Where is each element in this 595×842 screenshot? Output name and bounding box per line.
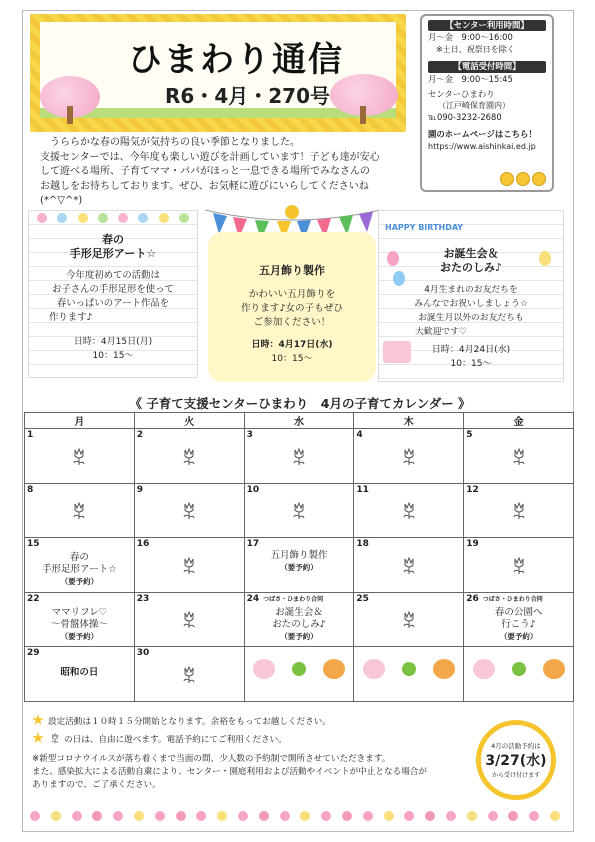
- tulip-icon: [509, 446, 529, 466]
- event-line: 行こう♪: [501, 618, 536, 630]
- flower-icon: [342, 811, 352, 821]
- animal-decoration: [245, 659, 354, 679]
- bunny-icon: [473, 659, 495, 679]
- day-number: 4: [356, 430, 363, 440]
- calendar-week: [25, 483, 574, 538]
- flower-icon: [529, 811, 539, 821]
- reservation-note: （要予約）: [499, 631, 538, 641]
- event-desc: お子さんの手形足形を使って: [52, 284, 174, 295]
- chick-icon: [516, 172, 530, 186]
- event-date: 日時：4月17日(水): [251, 340, 333, 350]
- day-number: 29: [27, 648, 40, 658]
- info-box: [420, 14, 554, 192]
- flower-icon: [404, 811, 414, 821]
- event-desc: ご参加ください！: [253, 317, 331, 328]
- tulip-icon: [179, 555, 199, 575]
- event-title: 手形足形アート☆: [69, 247, 157, 260]
- event-date: 日時：4月24日(水): [431, 345, 511, 355]
- center-name: センターひまわり: [428, 89, 495, 100]
- dot-icon: [78, 213, 88, 223]
- day-number: 15: [27, 539, 40, 549]
- calendar-day: [464, 483, 574, 538]
- day-number: 25: [356, 593, 369, 604]
- day-number: 11: [356, 484, 369, 495]
- event-birthday-party: [378, 210, 564, 382]
- center-hours-note: ※土日、祝祭日を除く: [436, 44, 515, 54]
- flower-icon: [280, 811, 290, 821]
- calendar-week: [25, 538, 574, 593]
- event-title: お誕生会＆: [443, 247, 499, 260]
- calendar-day: [25, 429, 135, 484]
- event-title: 春の: [102, 233, 124, 246]
- tulip-icon: [399, 500, 419, 520]
- star-icon: [32, 732, 44, 744]
- intro-line: 支援センターでは、今年度も楽しい遊びを計画しています！子ども達が安心: [40, 151, 380, 163]
- event-line: 春の公園へ: [494, 606, 543, 618]
- note-text: また、感染拡大による活動自粛により、センター・園庭利用および活動やイベントが中止となる場合が: [32, 767, 427, 777]
- event-desc: お誕生月以外のお友だちも: [418, 313, 524, 323]
- note-line: [32, 714, 462, 729]
- tulip-icon: [399, 609, 419, 629]
- event-line: 五月飾り製作: [270, 550, 328, 561]
- day-number: 3: [246, 430, 253, 440]
- calendar-day: [354, 538, 464, 593]
- day-number: 19: [466, 539, 479, 549]
- day-number: 12: [466, 484, 479, 495]
- tree-trunk: [67, 106, 73, 124]
- event-line: ママリフレ♡: [51, 606, 108, 618]
- day-number: 17: [246, 539, 260, 549]
- dot-border: [37, 213, 189, 227]
- weekday-header: 木: [354, 413, 464, 429]
- chick-decoration: [500, 172, 546, 186]
- intro-line: お越しをお待ちしております。ぜひ、お気軽に遊びにいらしてくださいね: [40, 180, 369, 192]
- weekday-header: 水: [244, 413, 354, 429]
- tulip-icon: [179, 609, 199, 629]
- event-line: おたのしみ♪: [272, 618, 326, 630]
- tree-trunk: [360, 106, 366, 124]
- calendar-day: [244, 592, 354, 647]
- reservation-note: （要予約）: [280, 631, 318, 641]
- event-time: 10：15～: [450, 359, 492, 369]
- day-number: 22: [27, 593, 40, 604]
- star-icon: [32, 714, 44, 726]
- day-number: 18: [356, 539, 369, 549]
- center-location: （江戸崎保育園内）: [438, 101, 510, 111]
- phone-hours: 月～金 9:00～15:45: [428, 73, 513, 84]
- tulip-icon: [289, 446, 309, 466]
- phone-number: ℡090-3232-2680: [428, 111, 502, 122]
- joint-tag: つばさ・ひまわり合同: [482, 595, 543, 603]
- event-desc: 春いっぱいのアート作品を: [56, 298, 170, 309]
- event-desc: 今年度初めての活動は: [66, 270, 160, 281]
- footer-flower-border: [30, 808, 560, 824]
- tulip-icon: [509, 500, 529, 520]
- note-text: の日は、自由に遊べます。電話予約にてご利用ください。: [64, 735, 287, 745]
- calendar-day: [25, 483, 135, 538]
- flower-icon: [196, 811, 206, 821]
- weekday-header: 月: [25, 413, 135, 429]
- day-number: 8: [27, 484, 34, 495]
- issue-number: R6・4月・270号: [165, 84, 330, 108]
- day-number: 23: [136, 593, 150, 604]
- calendar-event: [464, 607, 573, 643]
- day-number: 26: [466, 593, 479, 604]
- tulip-icon: [399, 446, 419, 466]
- tulip-icon: [289, 500, 309, 520]
- header-banner: [30, 14, 406, 132]
- dot-icon: [159, 213, 169, 223]
- notice-label: 4月の活動予約は: [491, 742, 541, 750]
- event-desc: かわいい五月飾りを: [248, 289, 336, 300]
- tulip-icon: [509, 555, 529, 575]
- center-hours: 月～金 9:00～16:00: [428, 32, 513, 43]
- dot-icon: [98, 213, 108, 223]
- dot-icon: [37, 213, 47, 223]
- flower-icon: [238, 811, 248, 821]
- flower-icon: [217, 811, 227, 821]
- animal-decoration: [464, 659, 573, 679]
- note-text: 設定活動は１０時１５分開始となります。余裕をもってお越しください。: [48, 717, 331, 727]
- flower-icon: [446, 811, 456, 821]
- event-desc: 4月生まれのお友だちを: [424, 285, 518, 295]
- calendar-day: [354, 592, 464, 647]
- event-line: 昭和の日: [60, 667, 99, 678]
- tulip-icon: [69, 446, 89, 466]
- dot-icon: [138, 213, 148, 223]
- calendar-event: [245, 607, 354, 643]
- calendar-event: [25, 607, 134, 643]
- intro-text: [40, 136, 412, 209]
- chick-icon: [532, 172, 546, 186]
- calendar-week: [25, 429, 574, 484]
- intro-line: して遊べる場所、子育てママ・パパがほっと一息できる場所でみなさんの: [40, 166, 370, 177]
- calendar-day: [134, 483, 244, 538]
- day-number: 5: [466, 430, 473, 440]
- event-desc: 作ります♪女の子もぜひ: [240, 303, 344, 314]
- calendar-day: [25, 538, 135, 593]
- flower-icon: [92, 811, 102, 821]
- flower-icon: [488, 811, 498, 821]
- flower-icon: [259, 811, 269, 821]
- bunny-icon: [253, 659, 275, 679]
- notice-suffix: から受け付けます: [491, 772, 540, 779]
- calendar-day: [244, 647, 354, 702]
- dot-icon: [57, 213, 67, 223]
- tulip-icon: [399, 555, 419, 575]
- bear-icon: [433, 659, 455, 679]
- event-desc: 作ります♪: [49, 312, 93, 323]
- event-title: 五月飾り製作: [259, 264, 325, 277]
- note-text: ※新型コロナウイルスが落ち着くまで当面の間、少人数の予約制で開所させていただきます。: [32, 754, 391, 764]
- calendar-week: [25, 647, 574, 702]
- flower-icon: [300, 811, 310, 821]
- event-date: 日時：4月15日(月): [73, 337, 153, 347]
- calendar-event: [25, 659, 134, 679]
- calendar-day: [25, 592, 135, 647]
- event-line: ～骨盤体操～: [50, 618, 108, 630]
- day-number: 30: [136, 648, 150, 658]
- intro-line: (*^▽^*): [40, 195, 83, 206]
- notes: [32, 714, 462, 792]
- calendar-day: [354, 483, 464, 538]
- calendar-week: [25, 592, 574, 647]
- event-line: お誕生会＆: [275, 606, 323, 618]
- event-desc: みんなでお祝いしましょう☆: [414, 299, 528, 309]
- calendar-day: [134, 647, 244, 702]
- event-desc: 大歓迎です♡: [415, 327, 467, 337]
- animal-decoration: [354, 659, 463, 679]
- bear-icon: [543, 659, 565, 679]
- event-time: 10：15～: [92, 351, 134, 361]
- joint-tag: つばさ・ひまわり合同: [263, 595, 324, 603]
- reservation-note: （要予約）: [60, 631, 99, 641]
- calendar-day: [354, 647, 464, 702]
- reservation-notice: [476, 720, 556, 800]
- newsletter-title: ひまわり通信: [128, 40, 344, 80]
- calendar-day: [464, 429, 574, 484]
- calendar-table: [24, 412, 574, 702]
- flower-icon: [508, 811, 518, 821]
- flower-icon: [321, 811, 331, 821]
- intro-line: うららかな春の陽気が気持ちの良い季節となりました。: [50, 137, 300, 148]
- calendar-event: [245, 550, 354, 574]
- event-may-decoration: [208, 232, 376, 382]
- calendar-day: [464, 538, 574, 593]
- calendar-day: [244, 538, 354, 593]
- calendar-day: [134, 429, 244, 484]
- flower-icon: [72, 811, 82, 821]
- day-number: 24: [246, 593, 260, 604]
- clover-icon: [402, 662, 416, 676]
- event-title: おたのしみ♪: [439, 261, 503, 274]
- calendar-day: [244, 483, 354, 538]
- flower-icon: [176, 811, 186, 821]
- homepage-link[interactable]: https://www.aishinkai.ed.jp: [428, 141, 536, 151]
- phone-hours-label: 【電話受付時間】: [428, 61, 546, 72]
- bunny-icon: [363, 659, 385, 679]
- calendar-day: [25, 647, 135, 702]
- flower-icon: [550, 811, 560, 821]
- bear-icon: [323, 659, 345, 679]
- calendar-day: [244, 429, 354, 484]
- flower-icon: [384, 811, 394, 821]
- event-time: 10：15～: [271, 354, 313, 364]
- dot-icon: [118, 213, 128, 223]
- tulip-icon: [179, 446, 199, 466]
- calendar-day: [354, 429, 464, 484]
- weekday-header: 金: [464, 413, 574, 429]
- calendar-day: [464, 592, 574, 647]
- chick-icon: [500, 172, 514, 186]
- day-number: 2: [136, 430, 144, 440]
- tulip-icon: [48, 732, 62, 744]
- day-number: 1: [27, 430, 34, 440]
- flower-icon: [363, 811, 373, 821]
- day-number: 16: [136, 539, 150, 549]
- clover-icon: [512, 662, 526, 676]
- tulip-icon: [179, 500, 199, 520]
- day-number: 9: [136, 484, 144, 495]
- flower-icon: [134, 811, 144, 821]
- reservation-note: （要予約）: [60, 577, 99, 586]
- weekday-header: 火: [134, 413, 244, 429]
- flower-icon: [467, 811, 477, 821]
- calendar-title: 《 子育て支援センターひまわり 4月の子育てカレンダー 》: [129, 396, 471, 411]
- homepage-label: 園のホームページはこちら！: [428, 129, 537, 140]
- dot-icon: [179, 213, 189, 223]
- calendar-day: [134, 538, 244, 593]
- center-hours-label: 【センター利用時間】: [428, 20, 546, 31]
- event-hand-foot-art: [28, 210, 198, 378]
- flower-icon: [51, 811, 61, 821]
- notice-date: 3/27(水): [485, 753, 547, 769]
- flower-icon: [113, 811, 123, 821]
- event-line: 春の: [69, 552, 89, 563]
- event-line: 手形足形アート☆: [42, 564, 117, 575]
- flower-icon: [155, 811, 165, 821]
- calendar-day: [134, 592, 244, 647]
- reservation-note: （要予約）: [280, 563, 318, 572]
- tulip-icon: [179, 664, 199, 684]
- flower-icon: [425, 811, 435, 821]
- note-text: ありますので、ご了承ください。: [32, 780, 161, 790]
- flower-icon: [30, 811, 40, 821]
- calendar-day: [464, 647, 574, 702]
- birthday-banner: HAPPY BIRTHDAY: [385, 223, 464, 232]
- calendar-event: [25, 552, 134, 588]
- note-line: [32, 732, 462, 747]
- day-number: 10: [246, 484, 260, 495]
- tulip-icon: [69, 500, 89, 520]
- clover-icon: [292, 662, 306, 676]
